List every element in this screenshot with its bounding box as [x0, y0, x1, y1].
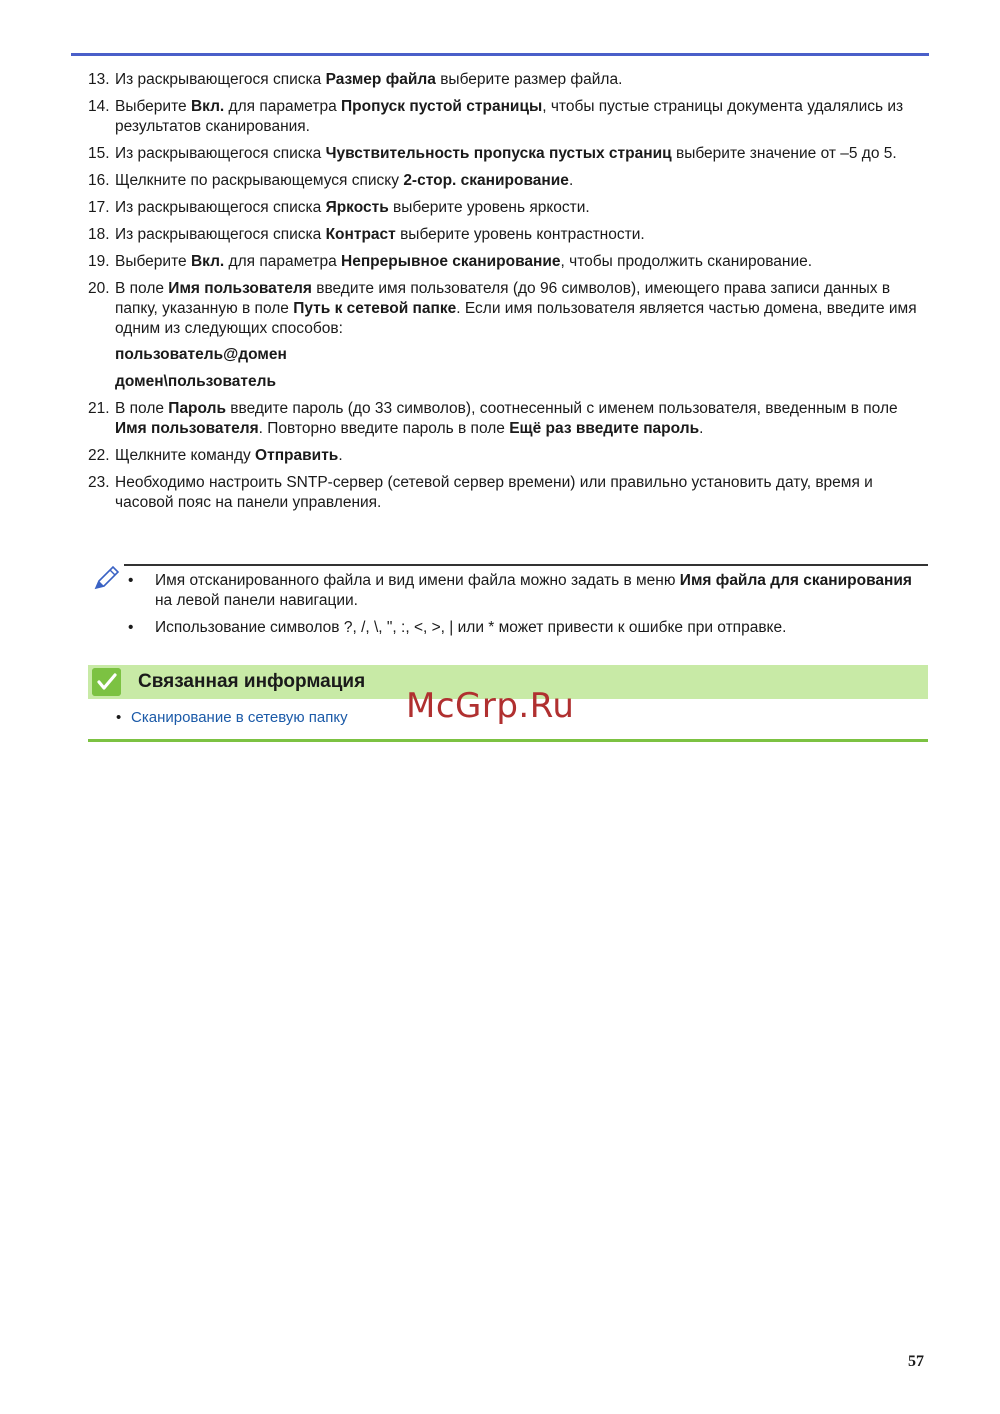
step-number: 23.: [88, 474, 110, 491]
note-text: [155, 572, 912, 609]
pencil-icon: [92, 564, 122, 592]
related-link-scan-to-network-folder[interactable]: Сканирование в сетевую папку: [131, 709, 348, 726]
list-item: [124, 618, 924, 638]
text-run: выберите уровень контрастности.: [395, 226, 645, 243]
ui-term: 2-стор. сканирование: [403, 172, 569, 189]
step-number: 15.: [88, 145, 110, 162]
steps-list: [88, 70, 928, 520]
step-number: 13.: [88, 71, 110, 88]
text-run: Из раскрывающегося списка: [115, 199, 326, 216]
list-item: [88, 708, 348, 728]
step-number: 17.: [88, 199, 110, 216]
text-run: . Повторно введите пароль в поле: [258, 420, 510, 437]
text-run: Из раскрывающегося списка: [115, 145, 326, 162]
list-item: [124, 571, 924, 611]
step-text: [115, 279, 928, 339]
text-run: на левой панели навигации.: [155, 592, 358, 609]
text-run: для параметра: [224, 98, 341, 115]
text-run: Имя отсканированного файла и вид имени файла можно задать в меню: [155, 572, 680, 589]
ui-term: Чувствительность пропуска пустых страниц: [325, 145, 672, 162]
ui-term: Непрерывное сканирование: [341, 253, 561, 270]
step-text: [115, 446, 928, 466]
ui-term: Имя пользователя: [168, 280, 312, 297]
list-item: [88, 225, 928, 245]
step-text: [115, 252, 928, 272]
ui-term: Пароль: [168, 400, 226, 417]
ui-term: Контраст: [325, 226, 396, 243]
list-item: [88, 70, 928, 90]
step-number: 20.: [88, 280, 110, 297]
step-number: 14.: [88, 98, 110, 115]
bullet: •: [116, 709, 122, 726]
list-item: [88, 97, 928, 137]
bullet: •: [128, 619, 134, 636]
step-text: [115, 399, 928, 439]
list-item: [88, 473, 928, 513]
step-text: [115, 171, 928, 191]
username-format: домен\пользователь: [115, 373, 276, 390]
list-item: [88, 144, 928, 164]
text-run: , чтобы продолжить сканирование.: [560, 253, 813, 270]
text-run: В поле: [115, 280, 169, 297]
ui-term: Размер файла: [325, 71, 436, 88]
list-item: [88, 198, 928, 218]
text-run: введите имя пользователя (до 96 символов), имеющего права записи данных в папку, указанную в поле: [115, 280, 891, 317]
note-list: [124, 571, 924, 645]
step-text: [115, 144, 928, 164]
related-list: [88, 708, 348, 728]
text-run: . Если имя пользователя является частью домена, введите имя одним из следующих способов:: [115, 300, 917, 337]
text-run: .: [699, 420, 704, 437]
ui-term: Яркость: [325, 199, 389, 216]
text-run: для параметра: [224, 253, 341, 270]
text-run: , чтобы пустые страницы документа удалялись из результатов сканирования.: [115, 98, 904, 135]
related-title: Связанная информация: [138, 671, 366, 692]
step-text: [115, 225, 928, 245]
note-text: [155, 619, 786, 636]
step-text: [115, 473, 928, 513]
related-rule: [88, 739, 928, 742]
text-run: В поле: [115, 400, 169, 417]
text-run: выберите значение от –5 до 5.: [671, 145, 897, 162]
list-item: [88, 279, 928, 392]
text-run: .: [338, 447, 343, 464]
step-text: [115, 70, 928, 90]
text-run: Выберите: [115, 253, 191, 270]
text-run: Выберите: [115, 98, 191, 115]
text-run: выберите уровень яркости.: [388, 199, 590, 216]
ui-term: Отправить: [255, 447, 339, 464]
step-number: 16.: [88, 172, 110, 189]
page-number: 57: [908, 1353, 924, 1370]
step-text: [115, 198, 928, 218]
step-number: 22.: [88, 447, 110, 464]
text-run: Необходимо настроить SNTP-сервер (сетевой сервер времени) или правильно установить дату, время и часовой пояс на панели управления.: [115, 474, 873, 511]
list-item: [88, 171, 928, 191]
list-item: [88, 446, 928, 466]
step-number: 19.: [88, 253, 110, 270]
step-text: [115, 97, 928, 137]
watermark: McGrp.Ru: [406, 686, 575, 726]
top-rule: [71, 53, 929, 56]
text-run: .: [568, 172, 574, 189]
text-run: Из раскрывающегося списка: [115, 71, 326, 88]
text-run: Использование символов ?, /, \, ", :, <, >, | или * может привести к ошибке при отправке.: [155, 619, 787, 636]
ui-term: Ещё раз введите пароль: [509, 420, 700, 437]
step-number: 21.: [88, 400, 110, 417]
ui-term: Путь к сетевой папке: [293, 300, 457, 317]
note-rule-top: [124, 564, 928, 566]
ui-term: Имя пользователя: [115, 420, 259, 437]
list-item: [88, 399, 928, 439]
username-format: пользователь@домен: [115, 346, 287, 363]
ui-term: Имя файла для сканирования: [679, 572, 912, 589]
text-run: Щелкните по раскрывающемуся списку: [115, 172, 404, 189]
bullet: •: [128, 572, 134, 589]
text-run: Щелкните команду: [115, 447, 256, 464]
text-run: выберите размер файла.: [435, 71, 623, 88]
ui-term: Пропуск пустой страницы: [341, 98, 543, 115]
text-run: введите пароль (до 33 символов), соотнесенный с именем пользователя, введенным в поле: [225, 400, 898, 417]
checkmark-icon: [92, 668, 121, 696]
ui-term: Вкл.: [190, 98, 225, 115]
ui-term: Вкл.: [190, 253, 225, 270]
list-item: [88, 252, 928, 272]
text-run: Из раскрывающегося списка: [115, 226, 326, 243]
step-number: 18.: [88, 226, 110, 243]
